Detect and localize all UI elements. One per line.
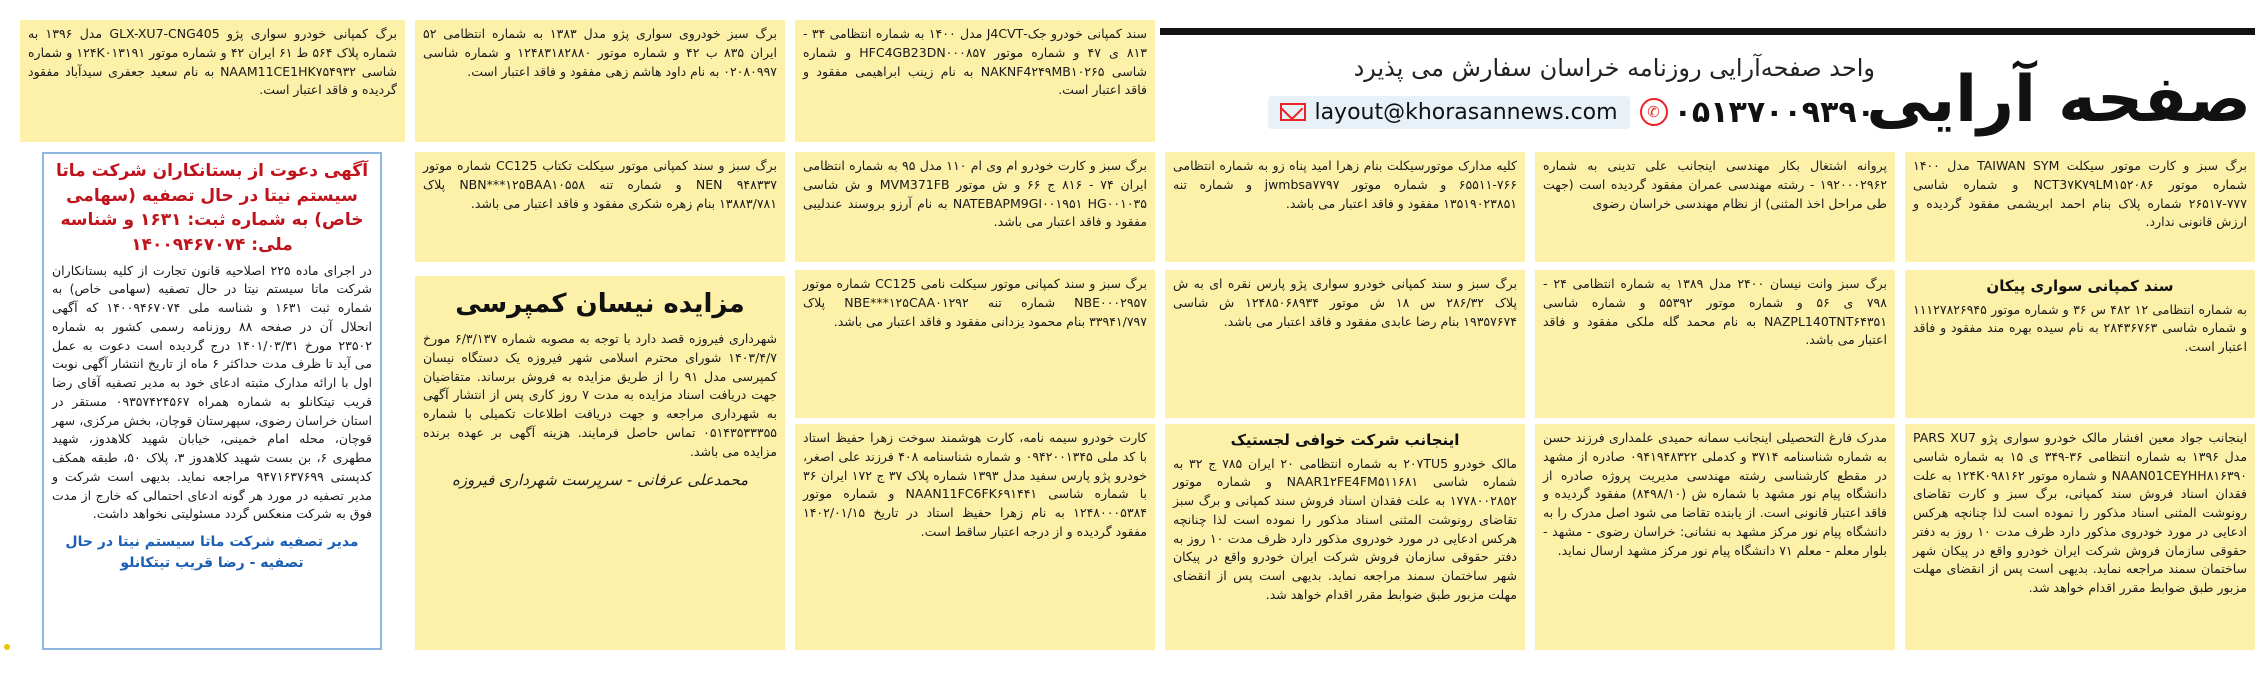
ad-text: مالک خودرو ۲۰۷TU5 به شماره انتظامی ۲۰ ایران ۷۸۵ ج ۳۲ به شماره شاسی NAAR1۲FE4FM۵۱۱۶۸۱ و شماره موتور ۱۷۷۸۰۰۲۸۵۲ به علت فقدان اسناد فروش سند کمپانی و برگ سبز تقاضای رونوشت المثنی اسناد مذکور را نموده است لذا چنانچه هرکس ادعایی در مورد خودروی مذکور دارد ظرف مدت ۱۰ روز به دفتر حقوقی سازمان فروش شرکت ایران خودرو واقع در پیکان شهر ساختمان سمند مراجعه نماید. بدیهی است پس از انقضای مهلت مزبور طبق ضوابط مقرر اقدام خواهد شد.: [1173, 455, 1518, 602]
header-contact: [1268, 90, 1875, 134]
header-title: صفحه آرایی: [1866, 63, 2251, 137]
ad-text: برگ سبز و کارت موتور سیکلت TAIWAN SYM مدل ۱۴۰۰ شماره موتور NCT3۷K۷۹LM۱۵۲۰۸۶ و شماره شاسی ۷۷۷-۲۶۵۱۷ شماره پلاک بنام احمد ابریشمی مفقود گردیده و ارزش قانونی ندارد.: [1913, 158, 2247, 230]
ad-title: سند کمپانی سواری پیکان: [1986, 277, 2174, 295]
ad-nissan-pickup: [1535, 270, 1895, 418]
ad-auction-nissan: [415, 276, 785, 650]
ad-peykan-document: [1905, 270, 2255, 418]
ad-peugeot-1383: [415, 20, 785, 142]
email-box: [1268, 96, 1629, 129]
phone-box: [1640, 95, 1875, 130]
ad-motorcycle-documents: [1165, 152, 1525, 262]
ad-peugeot-405: [20, 20, 405, 142]
ad-text: برگ سبز وانت نیسان ۲۴۰۰ مدل ۱۳۸۹ به شماره انتظامی ۲۴ - ۷۹۸ ی ۵۶ و شماره موتور ۵۵۳۹۲ و شماره شاسی NAZPL140TNT۶۴۳۵۱ به نام محمد گله ملکی مفقود و فاقد اعتبار می باشد.: [1543, 276, 1887, 348]
ad-taktab-motorcycle: [415, 152, 785, 262]
mail-icon: [1280, 103, 1306, 121]
ad-creditors-invitation: [42, 152, 382, 650]
phone-number[interactable]: ۰۵۱۳۷۰۰۹۳۹۰: [1673, 94, 1875, 130]
ad-text: در اجرای ماده ۲۲۵ اصلاحیه قانون تجارت از کلیه بستانکاران شرکت ماتا سیستم نیتا در حال تصفیه (سهامی خاص) به شماره ثبت ۱۶۳۱ و شناسه ملی ۱۴۰۰۹۴۶۷۰۷۴ که آگهی انحلال آن در صفحه ۸۸ روزنامه رسمی کشور به شماره ۲۳۵۰۲ مورخ ۱۴۰۱/۰۳/۳۱ درج گردیده است دعوت به عمل می آید تا ظرف مدت حداکثر ۶ ماه از تاریخ انتشار آگهی نوبت اول با ارائه مدارک مثبته ادعای خود به مدیر تصفیه آقای رضا قریب تیتکانلو به شماره همراه ۰۹۳۵۷۴۲۴۵۶۷ مستقر در استان خراسان رضوی، سپهرستان قوچان، بخش مرکزی، سهر قوچان، محله امام خمینی، خیابان شهید کلاهدوز، شهید مطهری ۶، بن بست شهید کلاهدوز ۳، پلاک ۵۰، طبقه همکف کدپستی ۹۴۷۱۶۳۷۶۹۹ مراجعه نماید. بدیهی است شرکت و مدیر تصفیه در مورد هر گونه ادعای احتمالی که خارج از مدت فوق به شرکت منعکس گردد مسئولیتی نخواهد داشت.: [52, 262, 373, 522]
ad-moin-afshar: [1905, 424, 2255, 650]
ad-text: برگ سبز خودروی سواری پژو مدل ۱۳۸۳ به شماره انتظامی ۵۲ ایران ۸۳۵ ب ۴۲ و شماره موتور ۱۲۴۸۳۱۸۲۸۸۰ و شماره شاسی ۰۲۰۸۰۹۹۷ به نام داود هاشم زهی مفقود و فاقد اعتبار است.: [423, 26, 777, 79]
ad-text: برگ سبز و سند کمپانی خودرو سواری پژو پارس نقره ای به ش پلاک ۲۸۶/۳۲ س ۱۸ ش موتور ۱۲۴۸۵۰۶۸۹۳۴ ش شاسی ۱۹۳۵۷۶۷۴ بنام رضا عابدی مفقود و فاقد اعتبار می باشد.: [1173, 276, 1517, 329]
ad-text: مدرک فارغ التحصیلی اینجانب سمانه حمیدی علمداری فرزند حسن به شماره شناسنامه ۳۷۱۴ و کدملی ۰۹۴۱۹۴۸۳۲۲ صادره از مشهد در مقطع کارشناسی رشته مهندسی مدیریت پروژه صادره از دانشگاه پیام نور مشهد با شماره ش (۸۴۹۸/۱۰) مفقود گردیده و فاقد اعتبار قانونی است. از یابنده تقاضا می شود اصل مدرک را به دانشگاه پیام نور مرکز مشهد به نشانی: خراسان رضوی - مشهد - بلوار معلم - معلم ۷۱ دانشگاه پیام نور مرکز مشهد ارسال نماید.: [1543, 430, 1888, 558]
ad-text: سند کمپانی خودرو جک-J4CVT مدل ۱۴۰۰ به شماره انتظامی ۳۴ - ۸۱۳ ی ۴۷ و شماره موتور HFC4GB23DN۰۰۰۸۵۷ و شماره شاسی NAKNF4۲۴۹MB۱۰۲۶۵ به نام زینب ابراهیمی مفقود و فاقد اعتبار است.: [803, 26, 1148, 98]
ad-degree-lost: [1535, 424, 1895, 650]
ad-jac-car: [795, 20, 1155, 142]
ad-nami-motorcycle: [795, 270, 1155, 418]
ad-text: به شماره انتظامی ۱۲ ۴۸۲ س ۳۶ و شماره موتور ۱۱۱۲۷۸۲۶۹۴۵ و شماره شاسی ۲۸۴۳۶۷۶۳ به نام سیده بهره مند مفقود و فاقد اعتبار است.: [1913, 301, 2247, 354]
ad-text: برگ سبز و کارت خودرو ام وی ام ۱۱۰ مدل ۹۵ به شماره انتظامی ایران ۷۴ - ۸۱۶ ج ۶۶ و ش موتور MVM371FB و ش شاسی NATEBAPM9GI۰۰۱۹۵۱ HG۰۰۱۰۳۵ به نام آرزو بروسند عندلیبی مفقود و فاقد اعتبار می باشد.: [803, 158, 1147, 230]
ad-text: برگ سبز و سند کمپانی موتور سیکلت نامی CC125 شماره موتور NBE۰۰۰۲۹۵۷ شماره تنه NBE***۱۲۵CAA۰۱۲۹۲ پلاک ۳۳۹۴۱/۷۹۷ بنام محمود یزدانی مفقود و فاقد اعتبار می باشد.: [803, 276, 1147, 329]
ad-text: کلیه مدارک موتورسیکلت بنام زهرا امید پناه زو به شماره انتظامی ۷۶۶-۶۵۵۱۱ و شماره موتور jwmbsa۷۷۹۷ و شماره تنه ۱۳۵۱۹۰۲۳۸۵۱ مفقود و فاقد اعتبار می باشد.: [1173, 158, 1517, 211]
ad-mvm-car: [795, 152, 1155, 262]
ad-sym-motorcycle: [1905, 152, 2255, 262]
ad-signature: مدیر تصفیه شرکت ماتا سیستم نیتا در حال تصفیه - رضا قریب تیتکانلو: [65, 534, 359, 572]
ad-text: شهرداری فیروزه قصد دارد با توجه به مصوبه شماره ۶/۳/۱۳۷ مورخ ۱۴۰۳/۴/۷ شورای محترم اسلامی شهر فیروزه یک دستگاه نیسان کمپرسی مدل ۹۱ را از طریق مزایده به فروش برساند. متقاضیان جهت دریافت اسناد مزایده به مدت ۷ روز کاری پس از انتشار آگهی به شهرداری مراجعه و جهت دریافت اطلاعات تکمیلی با شماره ۰۵۱۴۳۵۳۳۳۵۵ تماس حاصل فرمایند. هزینه آگهی بر عهده برنده مزایده می باشد.: [423, 331, 778, 459]
ad-engineering-license: [1535, 152, 1895, 262]
ad-khafi-logistics: [1165, 424, 1525, 650]
ad-text: پروانه اشتغال بکار مهندسی اینجانب علی تدینی به شماره ۱۹۲۰۰۰۲۹۶۲ - رشته مهندسی عمران مفقود گردیده است (جهت طی مراحل اخذ المثنی) از نظام مهندسی خراسان رضوی: [1543, 158, 1887, 211]
ad-fuel-card: [795, 424, 1155, 650]
ad-title: اینجانب شرکت خوافی لجستیک: [1230, 431, 1460, 449]
ad-text: کارت خودرو سیمه نامه، کارت هوشمند سوخت زهرا حفیظ استاد با کد ملی ۰۹۴۲۰۰۱۳۴۵ و شماره شناسنامه ۴۰۸ فرزند علی اصغر، خودرو پژو پارس سفید مدل ۱۳۹۳ شماره پلاک ۳۷ ج ۱۷۲ ایران ۳۶ با شماره شاسی NAAN11FC6FK۶۹۱۴۴۱ و شماره موتور ۱۲۴۸۰۰۰۵۳۸۴ به نام زهرا حفیظ استاد در تاریخ ۱۴۰۲/۰۱/۱۵ مفقود گردیده و از درجه اعتبار ساقط است.: [803, 430, 1148, 539]
header-rule: [1160, 28, 2255, 35]
email-address[interactable]: layout@khorasannews.com: [1314, 99, 1618, 125]
phone-icon: ✆: [1640, 98, 1668, 126]
ad-signature: محمدعلی عرفانی - سرپرست شهرداری فیروزه: [451, 471, 749, 490]
ad-text: اینجانب جواد معین افشار مالک خودرو سواری پژو PARS XU7 مدل ۱۳۹۶ به شماره انتظامی ۳۶-۳۴۹ ی ۱۵ به شماره شاسی NAAN01CEYHH۸۱۶۳۹۰ و شماره موتور ۱۲۴K۰۹۸۱۶۲ به علت فقدان اسناد فروش سند کمپانی، برگ سبز و کارت تقاضای رونوشت المثنی اسناد مذکور را نموده است لذا چنانچه هرکس ادعایی در مورد خودروی مذکور دارد ظرف مدت ۱۰ روز به دفتر حقوقی سازمان فروش شرکت ایران خودرو واقع در پیکان شهر ساختمان سمند مراجعه نماید. بدیهی است پس از انقضای مهلت مزبور طبق ضوابط مقرر اقدام خواهد شد.: [1913, 430, 2248, 595]
header-subtitle: واحد صفحه‌آرایی روزنامه خراسان سفارش می پذیرد: [1353, 54, 1875, 82]
ad-title: مزایده نیسان کمپرسی: [455, 289, 745, 319]
layout-service-header: [1160, 20, 2255, 148]
ad-text: برگ کمپانی خودرو سواری پژو GLX-XU7-CNG405 مدل ۱۳۹۶ به شماره پلاک ۵۶۴ ط ۶۱ ایران ۴۲ و شماره موتور ۱۲۴K۰۱۳۱۹۱ و شماره شاسی NAAM11CE1HK۷۵۴۹۳۲ به نام سعید جعفری سیدآباد مفقود گردیده و فاقد اعتبار است.: [28, 26, 398, 98]
ad-peugeot-pars: [1165, 270, 1525, 418]
ad-text: برگ سبز و سند کمپانی موتور سیکلت تکتاب CC125 شماره موتور ۹۴۸۳۳۷ NEN و شماره تنه NBN***۱۲۵BAA۱۰۵۵۸ پلاک ۱۳۸۸۳/۷۸۱ بنام زهره شکری مفقود و فاقد اعتبار می باشد.: [423, 158, 777, 211]
ad-title: آگهی دعوت از بستانکاران شرکت ماتا سیستم نیتا در حال تصفیه (سهامی خاص) به شماره ثبت: ۱۶۳۱ و شناسه ملی: ۱۴۰۰۹۴۶۷۰۷۴: [55, 161, 369, 255]
corner-dot: [4, 644, 10, 650]
